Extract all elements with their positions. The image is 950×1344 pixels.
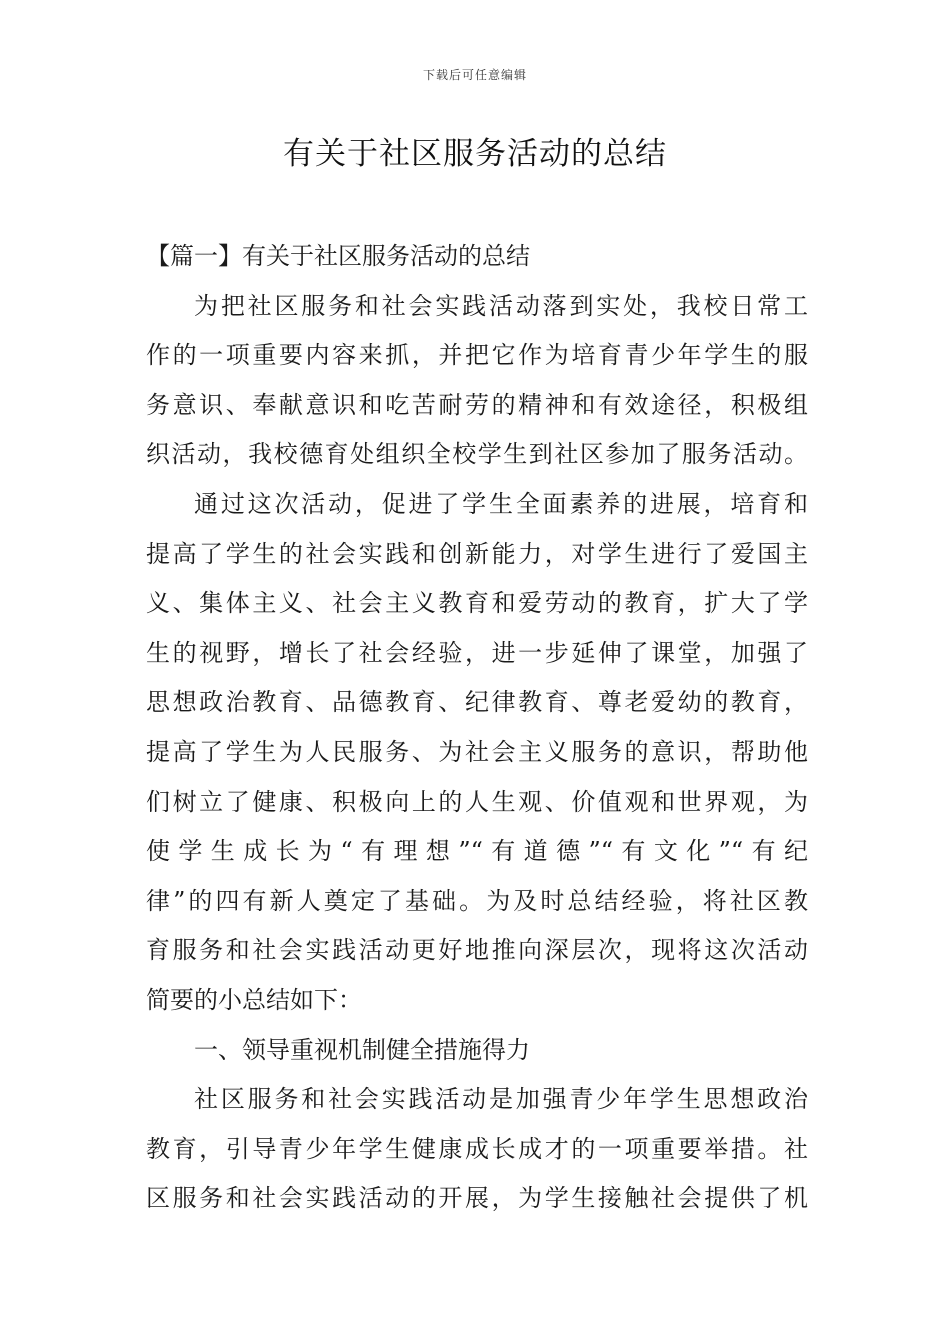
paragraph-2-line: 提高了学生的社会实践和创新能力，对学生进行了爱国主 <box>146 539 808 568</box>
paragraph-2-line: 通过这次活动，促进了学生全面素养的进展，培育和 <box>194 489 808 518</box>
document-body <box>146 232 808 1224</box>
paragraph-2-line: 提高了学生为人民服务、为社会主义服务的意识，帮助他 <box>146 737 808 766</box>
paragraph-2-line: 生的视野，增长了社会经验，进一步延伸了课堂，加强了 <box>146 638 808 667</box>
section-heading: 【篇一】有关于社区服务活动的总结 <box>146 242 530 270</box>
paragraph-3-line: 区服务和社会实践活动的开展，为学生接触社会提供了机 <box>146 1184 808 1213</box>
paragraph-2-line: 们树立了健康、积极向上的人生观、价值观和世界观，为 <box>146 787 808 816</box>
paragraph-2-line: 育服务和社会实践活动更好地推向深层次，现将这次活动 <box>146 936 808 965</box>
paragraph-1-line: 织活动，我校德育处组织全校学生到社区参加了服务活动。 <box>146 440 808 469</box>
subheading: 一、领导重视机制健全措施得力 <box>194 1035 530 1064</box>
paragraph-2-line: 使学生成长为“有理想”“有道德”“有文化”“有纪 <box>146 837 808 866</box>
paragraph-1-line: 作的一项重要内容来抓，并把它作为培育青少年学生的服 <box>146 341 808 370</box>
paragraph-2-line: 律”的四有新人奠定了基础。为及时总结经验，将社区教 <box>146 886 808 915</box>
paragraph-2-line: 义、集体主义、社会主义教育和爱劳动的教育，扩大了学 <box>146 589 808 618</box>
paragraph-3-line: 教育，引导青少年学生健康成长成才的一项重要举措。社 <box>146 1134 808 1163</box>
paragraph-3-line: 社区服务和社会实践活动是加强青少年学生思想政治 <box>194 1085 808 1114</box>
paragraph-2-line: 思想政治教育、品德教育、纪律教育、尊老爱幼的教育， <box>146 688 808 717</box>
paragraph-1-line: 务意识、奉献意识和吃苦耐劳的精神和有效途径，积极组 <box>146 390 808 419</box>
document-title: 有关于社区服务活动的总结 <box>283 136 667 172</box>
paragraph-2-line: 简要的小总结如下： <box>146 985 362 1014</box>
page-header-note: 下载后可任意编辑 <box>422 68 527 82</box>
paragraph-1-line: 为把社区服务和社会实践活动落到实处，我校日常工 <box>194 291 808 320</box>
